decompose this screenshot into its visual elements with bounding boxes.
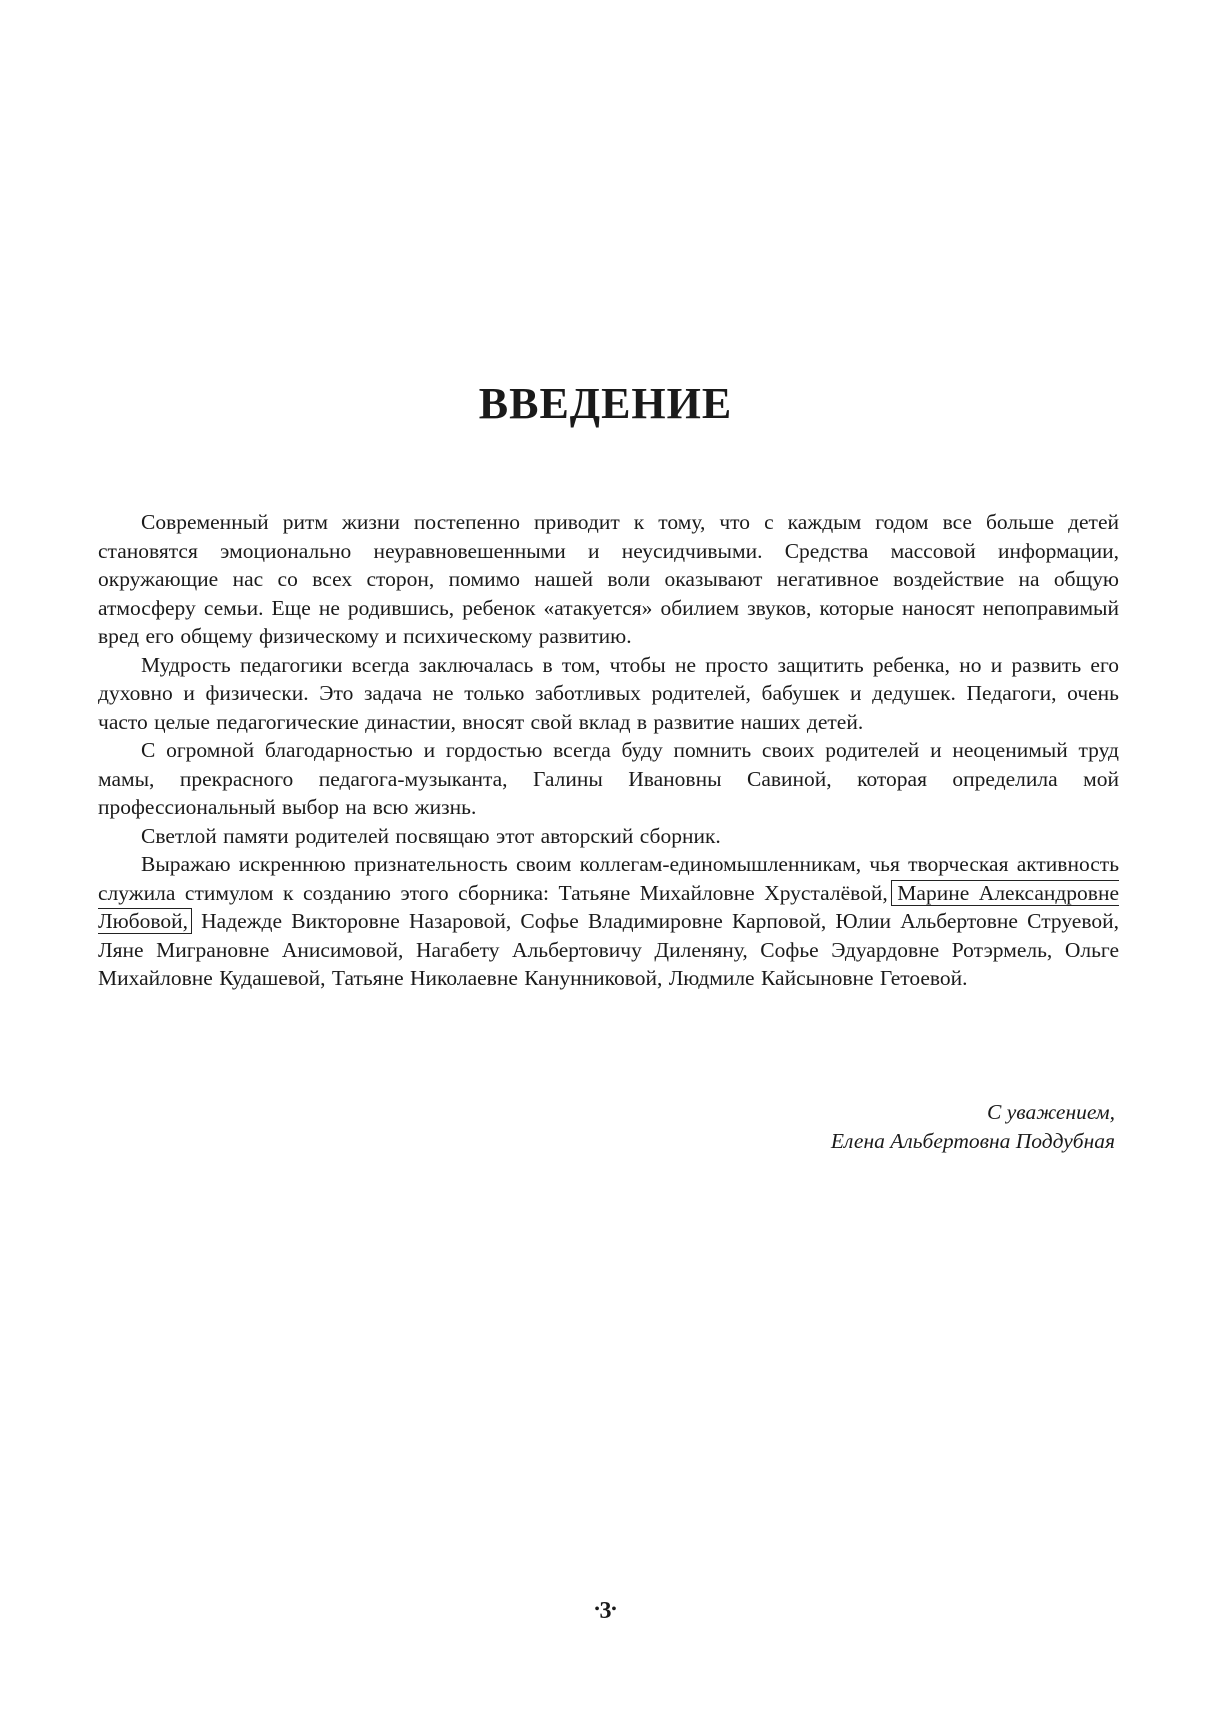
page-number-value: 3 xyxy=(599,1598,612,1624)
signature-greeting: С уважением, xyxy=(987,1100,1115,1124)
highlighted-name-box: Марине Александровне Любовой, xyxy=(98,880,1120,933)
page-number-right-dot: • xyxy=(611,1602,617,1618)
signature-block xyxy=(831,1098,1115,1156)
page-title: ВВЕДЕНИЕ xyxy=(478,379,733,428)
intro-body xyxy=(98,508,1119,993)
acknowledgements-start: Выражаю искреннюю признательность своим коллегам-единомышленникам, чья творческая активность служила стимулом к созданию этого сборника: Татьяне Михайловне Хрусталёвой, xyxy=(98,852,1119,905)
acknowledgements-end: Надежде Викторовне Назаровой, Софье Владимировне Карповой, Юлии Альбертовне Струевой, Ляне Миграновне Анисимовой, Нагабету Альбертовичу Диленяну, Софье Эдуардовне Ротэрмель, Ольге Михайловне Кудашевой, Татьяне Николаевне Канунниковой, Людмиле Кайсыновне Гетоевой. xyxy=(98,909,1119,990)
paragraph-pedagogy-wisdom: Мудрость педагогики всегда заключалась в том, чтобы не просто защитить ребенка, но и развить его духовно и физически. Это задача не только заботливых родителей, бабушек и дедушек. Педагоги, очень часто целые педагогические династии, вносят свой вклад в развитие наших детей. xyxy=(98,652,1119,734)
page-number xyxy=(0,1598,1211,1625)
paragraph-rhythm-of-life: Современный ритм жизни постепенно приводит к тому, что с каждым годом все больше детей становятся эмоционально неуравновешенными и неусидчивыми. Средства массовой информации, окружающие нас со всех сторон, помимо нашей воли оказывают негативное воздействие на общую атмосферу семьи. Еще не родившись, ребенок «атакуется» обилием звуков, которые наносят непоправимый вред его общему физическому и психическому развитию. xyxy=(98,510,1119,648)
paragraph-dedication: Светлой памяти родителей посвящаю этот авторский сборник. xyxy=(141,823,721,848)
paragraph-acknowledgements xyxy=(98,850,1119,993)
page-number-left-dot: • xyxy=(594,1602,600,1618)
signature-author: Елена Альбертовна Поддубная xyxy=(830,1129,1115,1153)
paragraph-gratitude-parents: С огромной благодарностью и гордостью всегда буду помнить своих родителей и неоценимый труд мамы, прекрасного педагога-музыканта, Галины Ивановны Савиной, которая определила мой профессиональный выбор на всю жизнь. xyxy=(98,738,1119,819)
